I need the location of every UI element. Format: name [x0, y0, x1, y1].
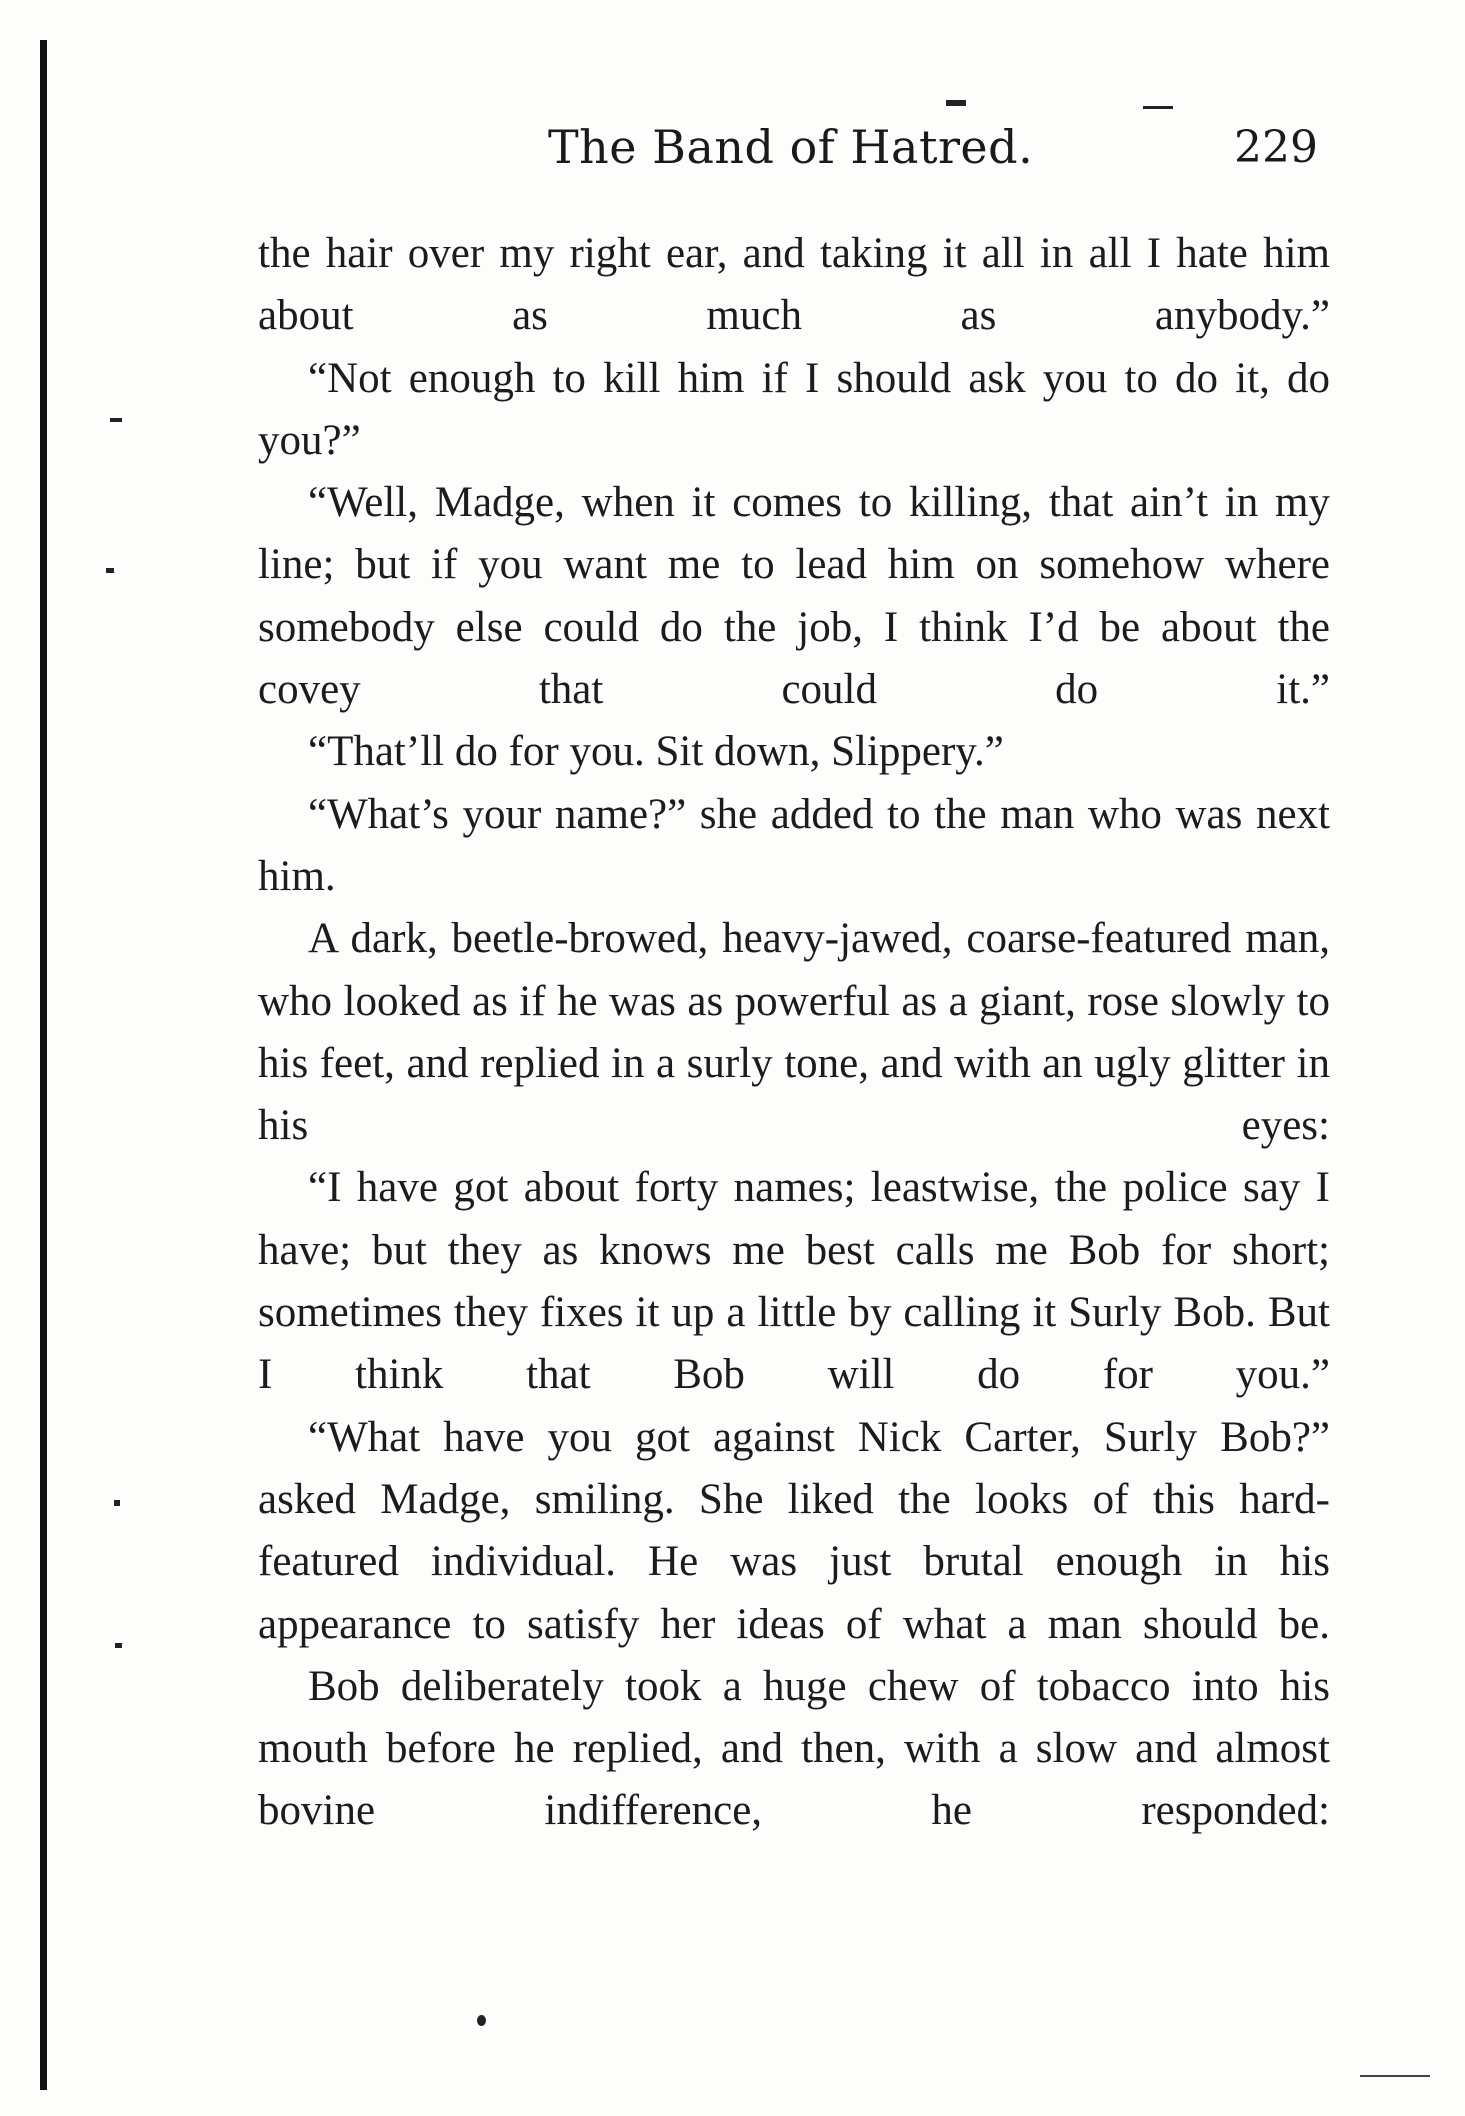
- paragraph: “Well, Madge, when it comes to killing, that ain’t in my line; but if you want me to lead him on somehow where somebody else could do the job, I think I’d be about the covey that could do it.”: [258, 479, 1330, 714]
- scan-speck: [110, 418, 122, 422]
- paragraph: Bob deliberately took a huge chew of tobacco into his mouth before he replied, and then, with a slow and almost bovine indifference, he responded:: [258, 1662, 1330, 1835]
- paragraph: “What’s your name?” she added to the man who was next him.: [258, 790, 1330, 900]
- paragraph: “That’ll do for you. Sit down, Slippery.”: [308, 728, 1004, 776]
- paragraph: “I have got about forty names; leastwise, the police say I have; but they as knows me best calls me Bob for short; sometimes they fixes it up a little by calling it Surly Bob. But I think that Bob will do for you.”: [258, 1164, 1330, 1399]
- scan-speck: [1143, 106, 1173, 109]
- paragraph: “What have you got against Nick Carter, Surly Bob?” asked Madge, smiling. She liked the looks of this hard-featured individual. He was just brutal enough in his appearance to satisfy her ideas of what a man should be.: [258, 1413, 1330, 1648]
- page-number: 229: [1234, 122, 1318, 173]
- binding-edge-rule: [40, 40, 47, 2090]
- page-header: [258, 120, 1338, 190]
- running-title: The Band of Hatred.: [548, 120, 1034, 174]
- paragraph: “Not enough to kill him if I should ask you to do it, do you?”: [258, 354, 1330, 464]
- paragraph: the hair over my right ear, and taking it all in all I hate him about as much as anybody.”: [258, 230, 1330, 340]
- body-text: [258, 223, 1330, 1843]
- scan-speck: [106, 568, 114, 573]
- paragraph: A dark, beetle-browed, heavy-jawed, coarse-featured man, who looked as if he was as powerful as a giant, rose slowly to his feet, and replied in a surly tone, and with an ugly glitter in his eyes:: [258, 915, 1330, 1150]
- footer-rule: [1360, 2075, 1430, 2077]
- scan-speck: [114, 1500, 120, 1506]
- scan-speck: [115, 1643, 122, 1648]
- footer-ink-dot: [477, 2015, 486, 2026]
- scan-speck: [946, 100, 966, 106]
